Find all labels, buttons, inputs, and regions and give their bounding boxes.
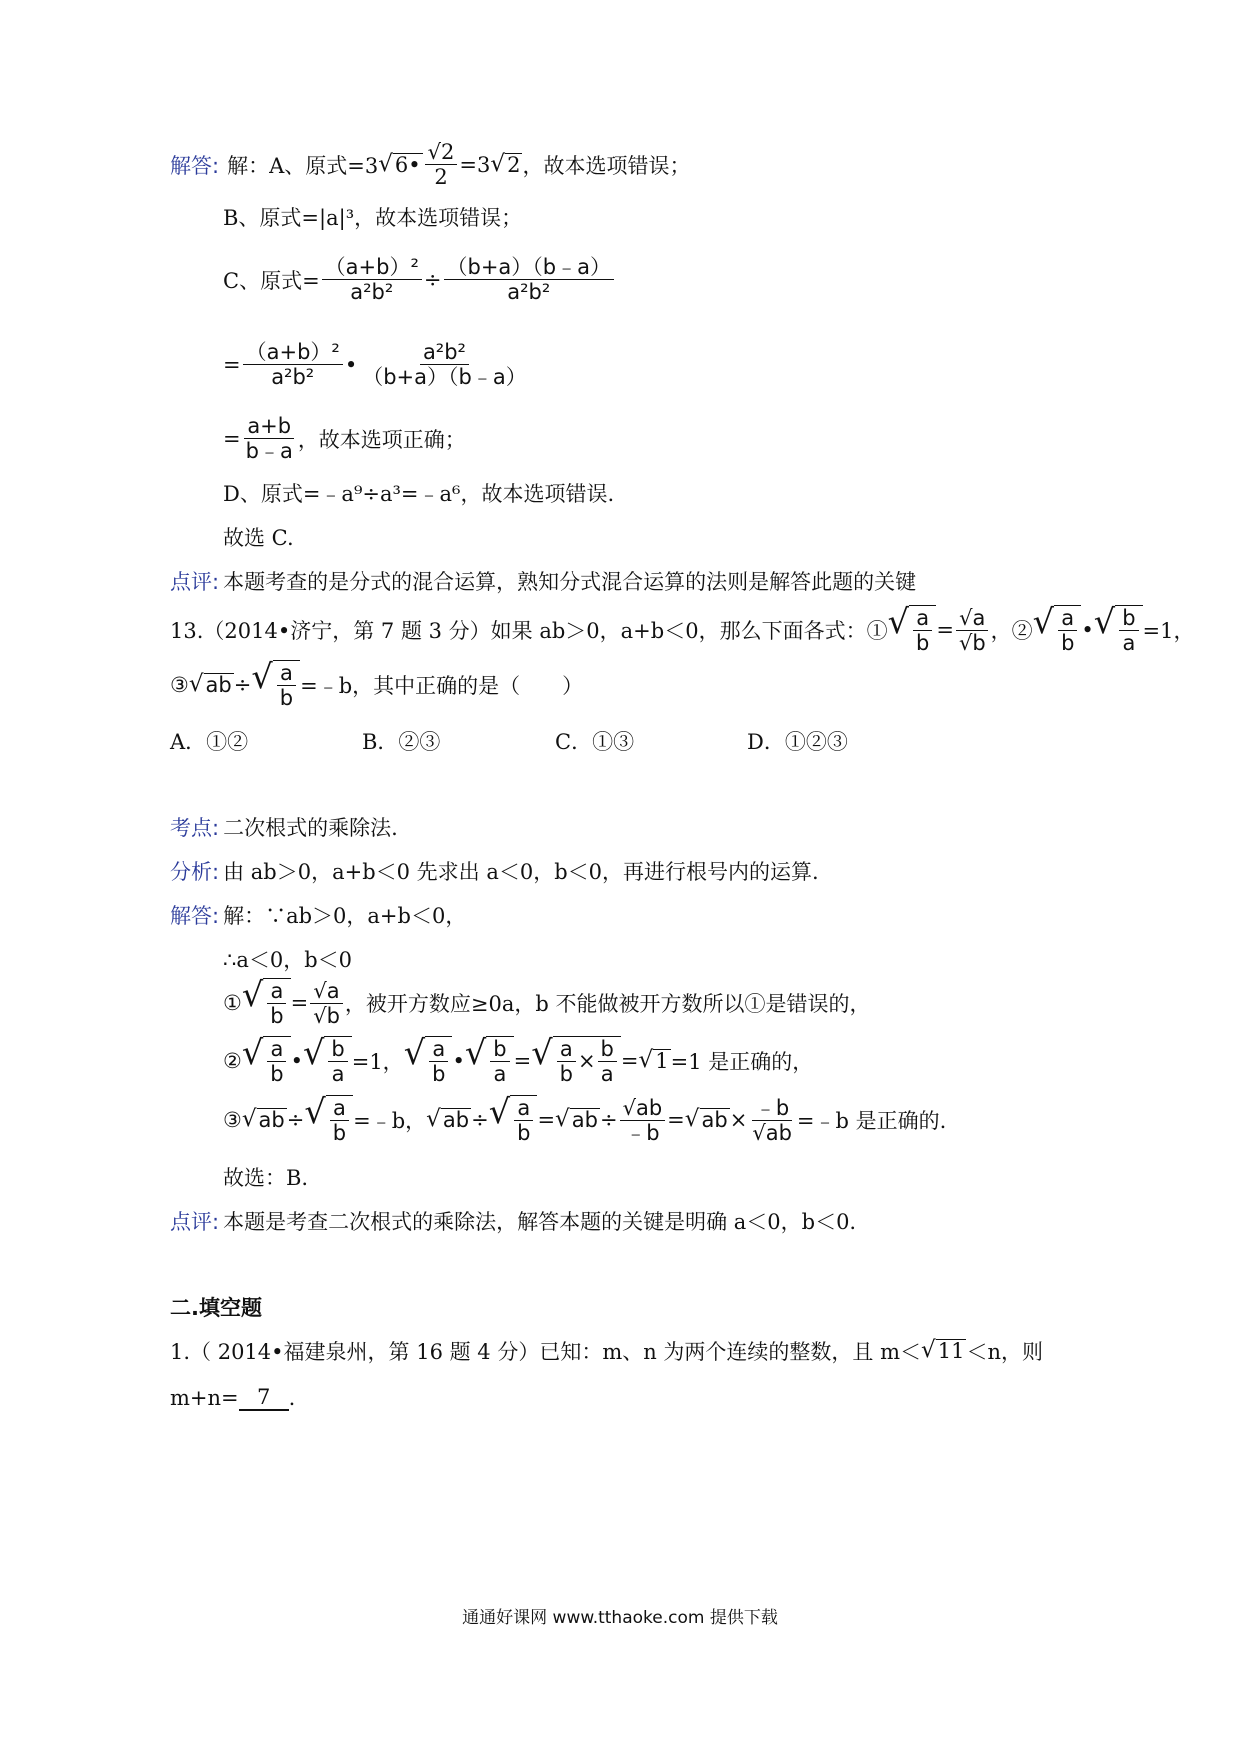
solution-line-c3 (223, 414, 466, 463)
sqrt-1: √ 1 (638, 1047, 669, 1074)
comment-line-q13 (170, 1206, 856, 1236)
solution-line-c2 (223, 340, 532, 389)
jieda-line2: ∴a＜0，b＜0 (223, 948, 353, 972)
text: 本题是考查二次根式的乘除法，解答本题的关键是明确 a＜0，b＜0. (223, 1210, 857, 1234)
text: ，故本选项错误； (522, 153, 691, 178)
option-b: B．②③ (362, 730, 441, 754)
sqrt-a-over-b: √ $\frac{a}{b}$ (251, 660, 300, 710)
page-footer: 通通好课网 www.tthaoke.com 提供下载 (462, 1608, 778, 1628)
text: ③ (170, 673, 189, 698)
q13-stem-line1: 13.（2014•济宁，第 7 题 3 分）如果 ab＞0，a+b＜0，那么下面各式：① √ $\frac{a}{b}$ = $\frac{√a}{√b}$ ，② √ $\frac{a}{b}$ • √ $\frac{b}{a}$ =1， (170, 602, 1195, 656)
text: C、原式= (223, 268, 320, 293)
sqrt-ab: √ ab (188, 671, 232, 698)
text: =1， (351, 1050, 404, 1075)
fraction: $\frac{√a}{√b}$ (310, 979, 343, 1028)
label-dianping: 点评: (170, 570, 220, 594)
option-d: D．①②③ (747, 730, 848, 754)
text: =﹣b 是正确的. (796, 1109, 947, 1134)
solution-line-c (223, 255, 616, 304)
text: ，故本选项正确； (297, 427, 466, 452)
jieda-line3: ① √ $\frac{a}{b}$ = $\frac{√a}{√b}$ ，被开方数应≥0a，b 不能做被开方数所以①是错误的， (223, 975, 871, 1029)
sqrt-a-over-b: √ $\frac{a}{b}$ (489, 1095, 538, 1145)
text: =1， (1142, 619, 1195, 644)
text: . (288, 1386, 296, 1410)
text: =﹣b， (353, 1109, 427, 1134)
sqrt-11: √ 11 (921, 1336, 965, 1363)
q13-stem-line2: ③ √ ab ÷ √ $\frac{a}{b}$ =﹣b，其中正确的是（ ） (170, 657, 584, 711)
answer-blank: 7 (239, 1385, 289, 1411)
fraction: $\frac{√ab}{﹣b}$ (620, 1096, 666, 1145)
jieda-choose: 故选：B. (223, 1166, 309, 1190)
sqrt-a-over-b: √ $\frac{a}{b}$ (404, 1036, 453, 1086)
text: = (223, 352, 241, 377)
fraction: $\frac{√a}{√b}$ (956, 606, 989, 655)
text: 1.（ 2014•福建泉州，第 16 题 4 分）已知：m、n 为两个连续的整数，且 m＜ (170, 1340, 922, 1364)
fraction: $\frac{√2}{2}$ (425, 140, 458, 189)
solution-line-b: B、原式=|a|³，故本选项错误； (223, 206, 523, 230)
solution-line-a (170, 140, 690, 189)
solution-choose: 故选 C. (223, 526, 294, 550)
sqrt-a-over-b: √ $\frac{a}{b}$ (1033, 605, 1082, 655)
comment-line (170, 566, 916, 596)
fraction: $\frac{﹣b}{√ab}$ (752, 1095, 792, 1145)
fraction: $\frac{(b+a)(b﹣a)}{\text{a²b²}}$ (444, 255, 615, 304)
label-jieda: 解答: (170, 904, 220, 928)
fraction: $\frac{\text{（a+b）²}}{\text{a²b²}}$ (243, 340, 343, 389)
jieda-line5: ③ √ ab ÷ √ $\frac{a}{b}$ =﹣b， √ ab ÷ √ $\frac{a}{b}$ = √ ab ÷ $\frac{√ab}{﹣b}$ = √ ab × $\frac{﹣b}{√ab}$ =﹣b 是正确的. (223, 1092, 947, 1146)
sqrt-ab: √ ab (555, 1106, 598, 1133)
text: 解：A、原式=3 (227, 153, 379, 178)
sqrt-ab: √ ab (426, 1106, 470, 1133)
sqrt-ab: √ ab (684, 1106, 728, 1133)
sqrt-2: √ 2 (490, 150, 521, 177)
text: 本题考查的是分式的混合运算，熟知分式混合运算的法则是解答此题的关键 (223, 570, 917, 594)
label-fenxi: 分析: (170, 860, 220, 884)
label-kaodian: 考点: (170, 816, 220, 840)
text: ，② (990, 619, 1033, 644)
sqrt-a-over-b: √ $\frac{a}{b}$ (304, 1095, 353, 1145)
q1-line2 (170, 1385, 295, 1411)
fenxi-line (170, 856, 819, 886)
kaodian-line (170, 812, 398, 842)
text: 13.（2014•济宁，第 7 题 3 分）如果 ab＞0，a+b＜0，那么下面各式：① (170, 619, 888, 644)
text: 二次根式的乘除法. (223, 816, 398, 840)
sqrt-product: √ $\frac{a}{b}$ × $\frac{b}{a}$ (531, 1036, 621, 1086)
sqrt-a-over-b: √ $\frac{a}{b}$ (242, 978, 291, 1028)
option-a: A．①② (170, 730, 249, 754)
jieda-line1 (170, 900, 466, 930)
sqrt-ab: √ ab (241, 1106, 285, 1133)
text: =3 (459, 152, 491, 177)
sqrt-b-over-a: √ $\frac{b}{a}$ (303, 1036, 352, 1086)
label-dianping: 点评: (170, 1210, 220, 1234)
solution-line-d: D、原式=﹣a⁹÷a³=﹣a⁶，故本选项错误. (223, 482, 615, 506)
text: ③ (223, 1108, 242, 1133)
jieda-line4: ② √ $\frac{a}{b}$ • √ $\frac{b}{a}$ =1， √ $\frac{a}{b}$ • √ $\frac{b}{a}$ = √ $\frac{a}{b}$ × $\frac{b}{a}$ = √ 1 =1 是正确的， (223, 1033, 814, 1087)
fraction: $\frac{\text{a²b²}}{(b+a)(b﹣a)}$ (362, 340, 527, 390)
sqrt-a-over-b: √ $\frac{a}{b}$ (242, 1036, 291, 1086)
operator: ÷ (423, 267, 442, 292)
text: ＜n，则 (966, 1340, 1044, 1364)
text: m+n= (170, 1386, 239, 1410)
text: ① (223, 991, 242, 1016)
q1-line1 (170, 1336, 1043, 1366)
sqrt-a-over-b: √ $\frac{a}{b}$ (888, 605, 937, 655)
text: ② (223, 1049, 242, 1074)
label-jieda: 解答: (170, 153, 220, 178)
text: =1 是正确的， (670, 1050, 814, 1075)
section-title: 二.填空题 (170, 1296, 262, 1320)
sqrt-b-over-a: √ $\frac{b}{a}$ (465, 1036, 514, 1086)
text: ，被开方数应≥0a，b 不能做被开方数所以①是错误的， (344, 992, 871, 1017)
text: =﹣b，其中正确的是（ ） (300, 674, 584, 699)
fraction: $\frac{\text{（a+b）²}}{\text{a²b²}}$ (322, 255, 422, 304)
text: = (223, 426, 241, 451)
sqrt-b-over-a: √ $\frac{b}{a}$ (1094, 605, 1143, 655)
fraction: $\frac{a+b}{b﹣a}$ (245, 414, 293, 464)
operator: • (344, 352, 358, 377)
text: 解：∵ab＞0，a+b＜0， (223, 904, 467, 928)
option-c: C．①③ (555, 730, 635, 754)
text: 由 ab＞0，a+b＜0 先求出 a＜0，b＜0，再进行根号内的运算. (223, 860, 819, 884)
sqrt-6: √ 6• (378, 150, 421, 177)
